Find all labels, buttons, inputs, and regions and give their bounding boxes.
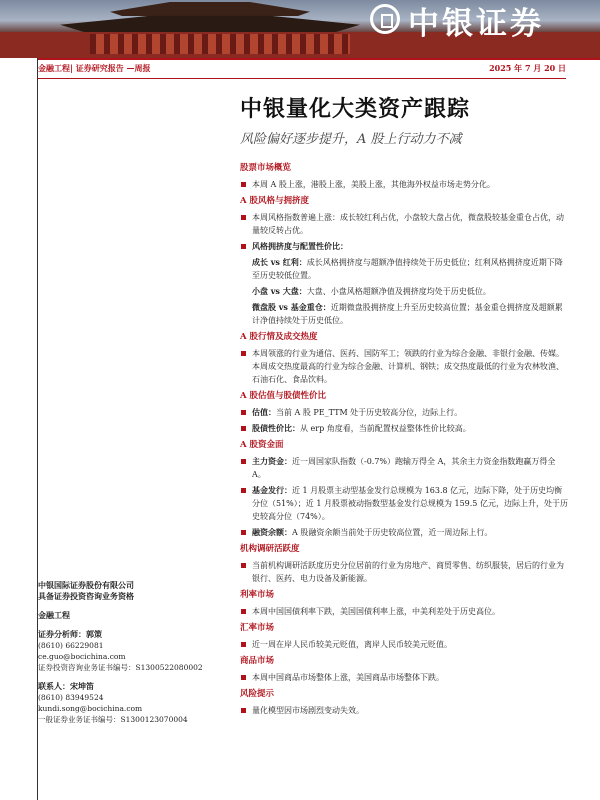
sub-item <box>240 285 568 298</box>
meta-divider <box>38 78 566 79</box>
bullet-item: 近一周在岸人民币较美元贬值，离岸人民币较美元贬值。 <box>240 638 568 651</box>
bullet-item: 量化模型因市场剧烈变动失效。 <box>240 704 568 717</box>
sub-item <box>240 301 568 327</box>
analyst-phone: (8610) 66229081 <box>38 641 104 650</box>
bullet-item <box>240 422 568 435</box>
sub-label: 成长 vs 红利： <box>252 257 307 267</box>
contact-name: 联系人：宋坤笛 <box>38 681 94 691</box>
bullet-item <box>240 455 568 481</box>
analyst-cert: 证券投资咨询业务证书编号：S1300522080002 <box>38 663 203 672</box>
bullet-item: 本周风格指数普遍上涨：成长较红利占优，小盘较大盘占优，微盘股较基金重仓占优，动量较反转占优。 <box>240 211 568 237</box>
analyst-name: 证券分析师：郭策 <box>38 629 102 639</box>
bullet-item: 本周中国国债利率下跌，美国国债利率上涨，中美利差处于历史高位。 <box>240 605 568 618</box>
item-text: 近一周国家队指数（-0.7%）跑输万得全 A，其余主力资金指数跑赢万得全 A。 <box>252 457 556 479</box>
contact-phone: (8610) 83949524 <box>38 693 104 702</box>
report-date: 2025 年 7 月 20 日 <box>489 63 566 73</box>
contact-email[interactable]: kundi.song@bocichina.com <box>38 704 143 713</box>
item-label: 估值： <box>252 407 276 417</box>
sub-text: 近期微盘股拥挤度上升至历史较高位置；基金重仓拥挤度及超额累计净值持续处于历史低位。 <box>252 303 563 325</box>
report-meta <box>38 63 566 74</box>
item-label: 融资余额： <box>252 527 292 537</box>
palace-roof <box>60 14 360 32</box>
company-qualification: 具备证券投资咨询业务资格 <box>38 591 134 601</box>
sub-text: 大盘、小盘风格超额净值及拥挤度均处于历史低位。 <box>306 287 491 296</box>
sub-label: 微盘股 vs 基金重仓： <box>252 302 331 312</box>
company-name: 中银国际证券股份有限公司 <box>38 580 134 590</box>
boc-logo-icon <box>370 4 400 34</box>
bullet-item: 本周领涨的行业为通信、医药、国防军工；领跌的行业为综合金融、非银行金融、传媒。本周成交热度最高的行业为综合金融、计算机、钢铁；成交热度最低的行业为农林牧渔、石油石化、食品饮料。 <box>240 347 568 386</box>
department: 金融工程 <box>38 610 70 620</box>
bullet-item: 风格拥挤度与配置性价比： <box>240 240 568 253</box>
brand-logo <box>370 0 600 40</box>
sub-item <box>240 256 568 282</box>
contact-cert: 一般证券业务证书编号：S1300123070004 <box>38 715 188 724</box>
bullet-item: 本周中国商品市场整体上涨，美国商品市场整体下跌。 <box>240 671 568 684</box>
bullet-item: 本周 A 股上涨，港股上涨，美股上涨，其他海外权益市场走势分化。 <box>240 178 568 191</box>
item-text: 从 erp 角度看，当前配置权益整体性价比较高。 <box>300 424 471 433</box>
bullet-item <box>240 526 568 539</box>
item-text: 近 1 月股票主动型基金发行总规模为 163.8 亿元，边际下降，处于历史均衡分位（51%）；近 1 月股票被动指数型基金发行总规模为 159.5 亿元，边际上升，处于历史较高分位（74%）。 <box>252 486 568 521</box>
report-category: 金融工程| 证券研究报告 —周报 <box>38 63 151 73</box>
section-heading: 汇率市场 <box>240 623 275 633</box>
item-label: 基金发行： <box>252 485 292 495</box>
section-heading: A 股风格与拥挤度 <box>240 196 310 206</box>
section-heading: 风险提示 <box>240 689 275 699</box>
section-heading: A 股行情及成交热度 <box>240 332 318 342</box>
analyst-email[interactable]: ce.guo@bocichina.com <box>38 652 126 661</box>
sidebar-info <box>38 580 228 725</box>
report-subtitle: 风险偏好逐步提升，A 股上行动力不减 <box>240 132 462 147</box>
palace-roof-upper <box>110 2 310 16</box>
section-heading: 股票市场概览 <box>240 163 292 173</box>
section-heading: 利率市场 <box>240 590 275 600</box>
palace-columns <box>90 34 350 54</box>
bullet-item: 当前机构调研活跃度历史分位居前的行业为房地产、商贸零售、纺织服装，居后的行业为银行、医药、电力设备及新能源。 <box>240 559 568 585</box>
section-heading: 商品市场 <box>240 656 275 666</box>
item-text: A 股融资余额当前处于历史较高位置，近一周边际上行。 <box>292 528 493 537</box>
item-label: 股债性价比： <box>252 423 300 433</box>
sub-text: 成长风格拥挤度与超额净值持续处于历史低位；红利风格拥挤度近期下降至历史较低位置。 <box>252 258 563 280</box>
brand-name: 中银证券 <box>408 6 544 42</box>
bullet-item <box>240 406 568 419</box>
section-heading: A 股估值与股债性价比 <box>240 391 327 401</box>
header-banner <box>0 0 600 58</box>
report-title: 中银量化大类资产跟踪 <box>240 96 471 122</box>
bullet-item <box>240 484 568 523</box>
item-label: 主力资金： <box>252 456 292 466</box>
item-text: 当前 A 股 PE_TTM 处于历史较高分位，边际上行。 <box>276 408 463 417</box>
section-heading: 机构调研活跃度 <box>240 544 300 554</box>
header-divider <box>38 58 600 60</box>
summary-body <box>240 158 568 720</box>
sub-label: 小盘 vs 大盘： <box>252 286 307 296</box>
section-heading: A 股资金面 <box>240 440 284 450</box>
